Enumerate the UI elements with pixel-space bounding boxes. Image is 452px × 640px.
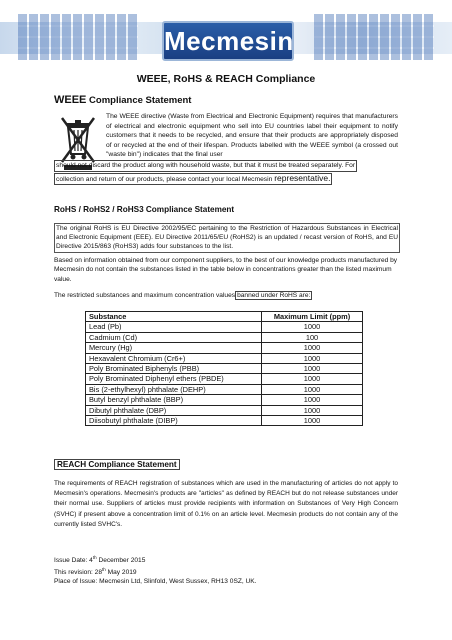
substance-cell: Poly Brominated Diphenyl ethers (PBDE) (86, 374, 262, 384)
table-row (86, 364, 363, 374)
page-title: WEEE, RoHS & REACH Compliance (136, 73, 316, 85)
substance-cell: Bis (2-ethylhexyl) phthalate (DEHP) (86, 384, 262, 394)
rohs-heading: RoHS / RoHS2 / RoHS3 Compliance Statement (54, 205, 235, 214)
rohs-paragraph-2: Based on information obtained from our component suppliers, to the best of our knowledge products manufactured by Mecmesin do not contain the substances listed in the table below in concentrations greater than the listed maximum value. (54, 257, 398, 283)
table-row (86, 374, 363, 384)
table-header-row (86, 312, 363, 322)
weee-paragraph: The WEEE directive (Waste from Electrical and Electronic Equipment) requires that manufacturers of electrical and electronic equipment who sell into EU countries label their equipment to notify customers that it needs to be recycled, and ensure that their products are appropriately disposed of or recycled at the end of their lifespan. Products labelled with the WEEE symbol (a crossed out "waste bin") indicates that the final user (106, 113, 398, 159)
place-of-issue: Place of Issue: Mecmesin Ltd, Slinfold, West Sussex, RH13 0SZ, UK. (54, 578, 257, 586)
limit-cell: 1000 (262, 384, 363, 394)
table-row (86, 332, 363, 342)
limit-cell: 1000 (262, 353, 363, 363)
weee-line2-text: collection and return of our products, please contact your local Mecmesin (56, 175, 273, 183)
issue-details (54, 553, 398, 587)
header-max-limit: Maximum Limit (ppm) (262, 312, 363, 322)
revision-sup: th (102, 567, 106, 573)
substance-cell: Dibutyl phthalate (DBP) (86, 405, 262, 415)
weee-heading-big: WEEE (54, 94, 87, 106)
substance-cell: Mercury (Hg) (86, 343, 262, 353)
table-row (86, 395, 363, 405)
weee-heading (54, 94, 191, 106)
substance-cell: Diisobutyl phthalate (DIBP) (86, 416, 262, 426)
limit-cell: 1000 (262, 322, 363, 332)
issue-date-rest: December 2015 (96, 557, 146, 564)
weee-heading-rest: Compliance Statement (86, 95, 192, 106)
reach-paragraph: The requirements of REACH registration of substances which are used in the manufacturing of articles do not apply to Mecmesin's operations. Mecmesin's products are "articles" as defined by REACH but do not release substances under their normal use. Suppliers of articles must provide recipients with information on Substances of Very High Concern (SVHC) if present above a concentration limit of 0.1% on an article level. Mecmesin products do not contain any of the currently listed SVHC's. (54, 480, 398, 528)
limit-cell: 1000 (262, 364, 363, 374)
substance-cell: Lead (Pb) (86, 322, 262, 332)
rohs-p3-text: The restricted substances and maximum concentration values (54, 292, 236, 299)
weee-representative: representative. (274, 172, 331, 183)
limit-cell: 1000 (262, 374, 363, 384)
revision-rest: May 2019 (105, 569, 137, 577)
substances-table (85, 311, 363, 426)
limit-cell: 1000 (262, 395, 363, 405)
issue-date-label: Issue Date: 4 (54, 557, 93, 564)
weee-line2 (54, 173, 332, 186)
table-row (86, 416, 363, 426)
reach-heading: REACH Compliance Statement (54, 459, 180, 470)
issue-date-sup: th (92, 555, 97, 560)
banner-grid-right (314, 14, 434, 60)
table-row (86, 322, 363, 332)
substance-cell: Butyl benzyl phthalate (BBP) (86, 395, 262, 405)
header-substance: Substance (86, 312, 262, 322)
table-row (86, 353, 363, 363)
substance-cell: Hexavalent Chromium (Cr6+) (86, 353, 262, 363)
substance-cell: Poly Brominated Biphenyls (PBB) (86, 364, 262, 374)
limit-cell: 1000 (262, 416, 363, 426)
banner-grid-left (18, 14, 138, 60)
rohs-paragraph-1: The original RoHS is EU Directive 2002/95/EC pertaining to the Restriction of Hazardous Substances in Electrical and Electronic Equipment (EEE). EU Directive 2011/65/EU (RoHS2) is an updated / recast version of RoHS, and EU Directive 2015/863 (RoHS3) adds four substances to the list. (54, 223, 400, 253)
issue-date (54, 553, 398, 565)
revision-date (54, 565, 398, 577)
table-row (86, 405, 363, 415)
rohs-paragraph-3 (54, 291, 398, 300)
substance-cell: Cadmium (Cd) (86, 332, 262, 342)
weee-line1: should not discard the product along with household waste, but that it must be treated separately. For (54, 160, 357, 172)
limit-cell: 1000 (262, 343, 363, 353)
header-banner (0, 0, 452, 66)
mecmesin-logo: Mecmesin (162, 21, 294, 61)
weee-continuation (54, 160, 398, 185)
revision-label: This revision: 28 (54, 569, 103, 577)
limit-cell: 100 (262, 332, 363, 342)
table-row (86, 384, 363, 394)
limit-cell: 1000 (262, 405, 363, 415)
table-row (86, 343, 363, 353)
rohs-p3-boxed: banned under RoHS are: (237, 292, 311, 299)
